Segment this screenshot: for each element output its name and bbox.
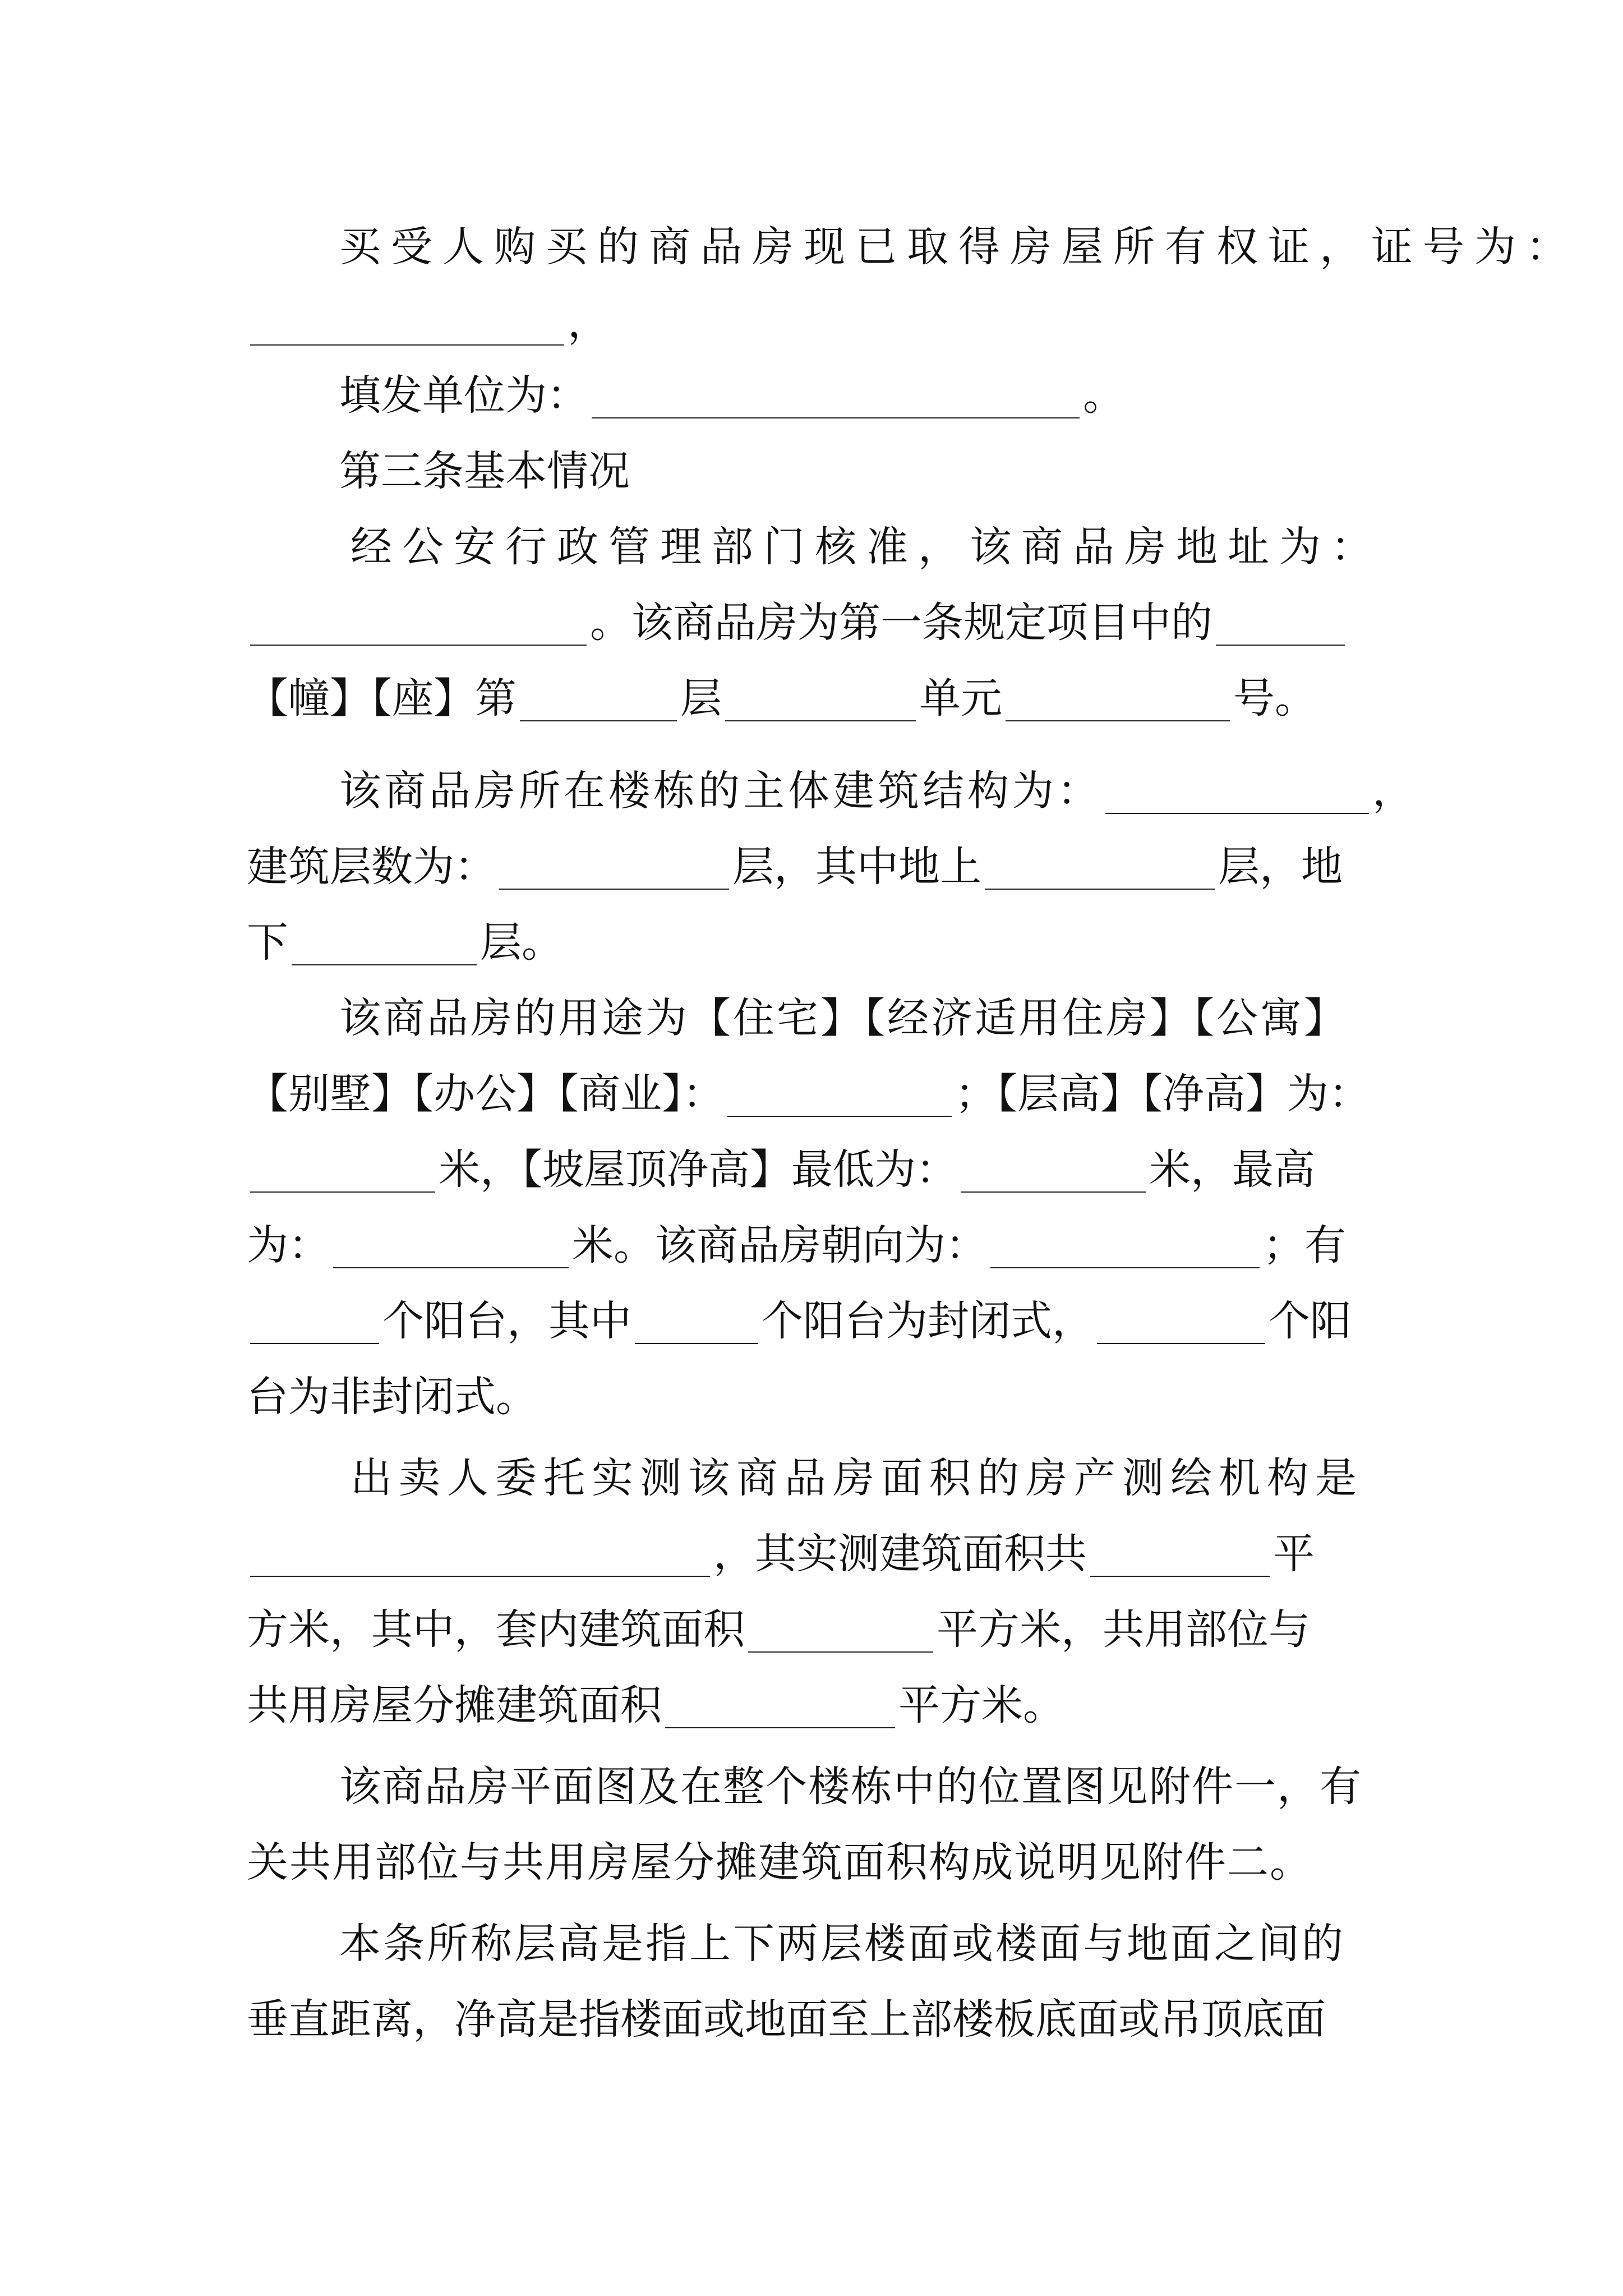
paragraph-text: 米，【坡屋顶净高】最低为： bbox=[439, 1145, 957, 1194]
fill-in-blank[interactable] bbox=[250, 600, 587, 646]
paragraph-text: 米。该商品房朝向为： bbox=[572, 1221, 987, 1269]
fill-in-blank[interactable] bbox=[1006, 675, 1230, 721]
text-line bbox=[247, 1366, 537, 1428]
text-line bbox=[247, 912, 563, 973]
paragraph-text: 个阳台，其中 bbox=[382, 1297, 631, 1345]
paragraph-text: 号。 bbox=[1233, 674, 1316, 723]
fill-in-blank[interactable] bbox=[1097, 1298, 1265, 1344]
paragraph-text: ，其实测建筑面积共 bbox=[713, 1530, 1087, 1578]
paragraph-text: 买受人购买的商品房现已取得房屋所有权证，证号为： bbox=[339, 223, 1578, 271]
fill-in-blank[interactable] bbox=[499, 844, 729, 890]
paragraph-text: 。该商品房为第一条规定项目中的 bbox=[590, 599, 1212, 647]
text-line bbox=[247, 1523, 1315, 1585]
fill-in-blank[interactable] bbox=[748, 1607, 933, 1653]
text-line bbox=[247, 1599, 1310, 1660]
paragraph-text: 为： bbox=[247, 1221, 330, 1269]
fill-in-blank[interactable] bbox=[250, 1298, 379, 1344]
paragraph-text: 平 bbox=[1273, 1530, 1315, 1578]
fill-in-blank[interactable] bbox=[250, 300, 564, 346]
paragraph-text: 该商品房所在楼栋的主体建筑结构为： bbox=[339, 767, 1102, 815]
text-line bbox=[339, 987, 1348, 1049]
text-line bbox=[247, 1214, 1346, 1276]
fill-in-blank[interactable] bbox=[520, 675, 677, 721]
text-line bbox=[247, 1290, 1352, 1352]
paragraph-text: 该商品房的用途为【住宅】【经济适用住房】【公寓】 bbox=[339, 994, 1348, 1042]
fill-in-blank[interactable] bbox=[292, 919, 477, 965]
paragraph-text: 出卖人委托实测该商品房面积的房产测绘机构是 bbox=[351, 1454, 1363, 1502]
text-line bbox=[247, 592, 1348, 654]
fill-in-blank[interactable] bbox=[250, 1531, 710, 1577]
paragraph-text: 个阳 bbox=[1269, 1297, 1352, 1345]
paragraph-text: 。 bbox=[1083, 371, 1124, 420]
paragraph-text: ， bbox=[568, 298, 609, 347]
fill-in-blank[interactable] bbox=[1216, 600, 1345, 646]
paragraph-text: 平方米，共用部位与 bbox=[937, 1605, 1310, 1654]
paragraph-text: 层 bbox=[680, 674, 722, 723]
paragraph-text: 层，地 bbox=[1218, 843, 1343, 891]
text-line bbox=[339, 1913, 1345, 1975]
fill-in-blank[interactable] bbox=[990, 1222, 1260, 1268]
paragraph-text: 平方米。 bbox=[898, 1681, 1064, 1729]
paragraph-text: ；【层高】【净高】为： bbox=[955, 1070, 1370, 1118]
fill-in-blank[interactable] bbox=[665, 1682, 895, 1728]
fill-in-blank[interactable] bbox=[727, 1071, 952, 1117]
text-line bbox=[247, 1832, 1312, 1893]
text-line bbox=[339, 440, 630, 502]
text-line bbox=[247, 1063, 1370, 1125]
paragraph-text: 共用房屋分摊建筑面积 bbox=[247, 1681, 662, 1729]
paragraph-text: 本条所称层高是指上下两层楼面或楼面与地面之间的 bbox=[339, 1920, 1345, 1968]
paragraph-text: 【别墅】【办公】【商业】： bbox=[247, 1070, 724, 1118]
paragraph-text: 填发单位为： bbox=[339, 371, 588, 420]
paragraph-text: 【幢】【座】第 bbox=[247, 674, 517, 723]
fill-in-blank[interactable] bbox=[725, 675, 916, 721]
text-line bbox=[351, 1447, 1363, 1509]
text-line bbox=[247, 1674, 1064, 1736]
fill-in-blank[interactable] bbox=[333, 1222, 569, 1268]
paragraph-text: 该商品房平面图及在整个楼栋中的位置图见附件一，有 bbox=[339, 1763, 1362, 1811]
text-line bbox=[339, 1756, 1362, 1818]
text-line bbox=[247, 1139, 1315, 1200]
fill-in-blank[interactable] bbox=[985, 844, 1215, 890]
paragraph-text: ， bbox=[1372, 767, 1414, 815]
paragraph-text: 台为非封闭式。 bbox=[247, 1373, 537, 1421]
paragraph-text: ；有 bbox=[1263, 1221, 1346, 1269]
fill-in-blank[interactable] bbox=[250, 1147, 435, 1193]
paragraph-text: 建筑层数为： bbox=[247, 843, 496, 891]
section-heading: 第三条基本情况 bbox=[339, 447, 630, 495]
paragraph-text: 层，其中地上 bbox=[732, 843, 981, 891]
text-line bbox=[339, 760, 1414, 822]
fill-in-blank[interactable] bbox=[961, 1147, 1146, 1193]
text-line bbox=[247, 668, 1316, 729]
paragraph-text: 下 bbox=[247, 918, 288, 967]
fill-in-blank[interactable] bbox=[592, 372, 1080, 418]
fill-in-blank[interactable] bbox=[1105, 768, 1369, 814]
text-line bbox=[339, 216, 1578, 278]
paragraph-text: 个阳台为封闭式， bbox=[762, 1297, 1094, 1345]
fill-in-blank[interactable] bbox=[635, 1298, 758, 1344]
paragraph-text: 单元 bbox=[919, 674, 1002, 723]
text-line bbox=[247, 836, 1343, 898]
paragraph-text: 垂直距离，净高是指楼面或地面至上部楼板底面或吊顶底面 bbox=[247, 1995, 1326, 2044]
fill-in-blank[interactable] bbox=[1090, 1531, 1270, 1577]
paragraph-text: 层。 bbox=[480, 918, 563, 967]
text-line bbox=[247, 292, 609, 353]
text-line bbox=[247, 1989, 1326, 2050]
paragraph-text: 经公安行政管理部门核准，该商品房地址为： bbox=[351, 523, 1382, 571]
text-line bbox=[351, 516, 1382, 578]
text-line bbox=[339, 365, 1124, 426]
paragraph-text: 关共用部位与共用房屋分摊建筑面积构成说明见附件二。 bbox=[247, 1838, 1312, 1887]
paragraph-text: 方米，其中，套内建筑面积 bbox=[247, 1605, 745, 1654]
paragraph-text: 米，最高 bbox=[1149, 1145, 1315, 1194]
